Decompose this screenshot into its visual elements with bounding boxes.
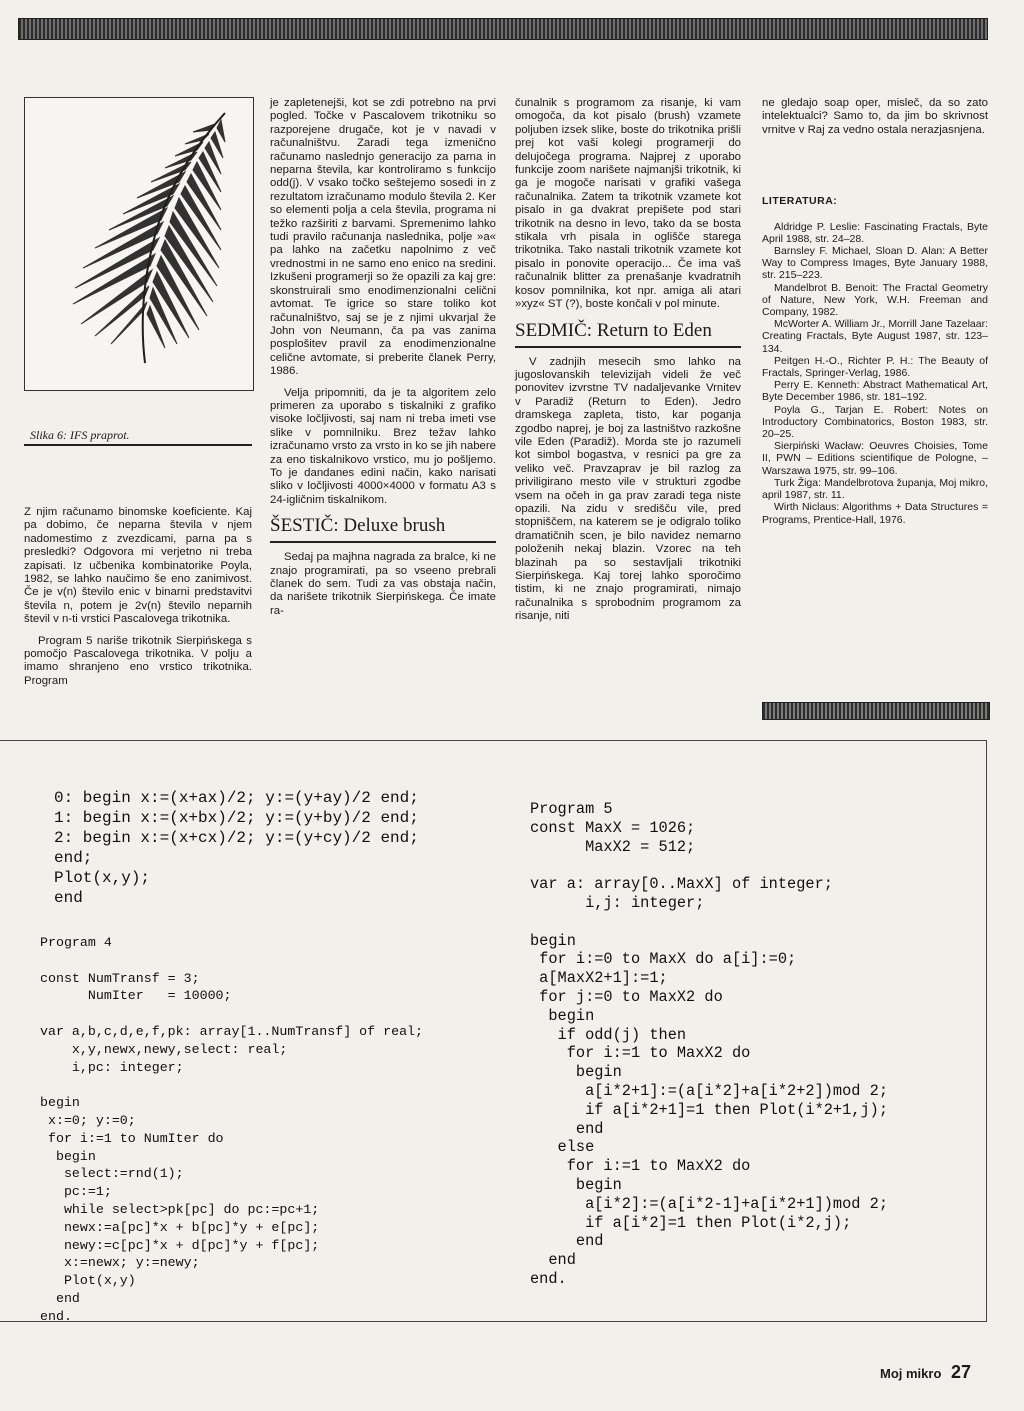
- col1-paragraph-2: Program 5 nariše trikotnik Sierpińskega s pomočjo Pascalovega trikotnika. V polju a imamo shranjeno eno vrstico trikotnika. Program: [24, 634, 252, 687]
- reference-item: Barnsley F. Michael, Sloan D. Alan: A Better Way to Compress Images, Byte January 1988, str. 215–223.: [762, 245, 988, 282]
- column-1: [24, 506, 252, 696]
- col1-paragraph-1: Z njim računamo binomske koeficiente. Kaj pa dobimo, če neparna števila v njem nadomestimo z zvezdicami, parna pa s presledki? Odgovora mi verjetno ni treba zapisati. Iz učbenika kombinatorike Poyla, 1982, se lahko naučimo še eno zanimivost. Če je v(n) število enic v binarni predstavitvi števila n, potem je 2v(n) število neparnih števil v n-ti vrstici Pascalovega trikotnika.: [24, 506, 252, 626]
- figure-caption: Slika 6: IFS praprot.: [30, 428, 130, 442]
- col2-paragraph-3: Sedaj pa majhna nagrada za bralce, ki ne znajo programirati, pa so vseeno prebrali članek do sem. Tudi za vas obstaja način, da narišete trikotnik Sierpińskega. Če imate ra-: [270, 551, 496, 617]
- col4-paragraph-1: ne gledajo soap oper, misleč, da so zato intelektualci? Samo to, da jim bo skrivnost vrnitve v Raj za vedno ostala nerazjasnjena.: [762, 97, 988, 136]
- page-footer: [880, 1362, 971, 1383]
- section-heading-sestic: ŠESTIČ: Deluxe brush: [270, 515, 496, 543]
- column-4: [762, 97, 988, 526]
- reference-item: Mandelbrot B. Benoit: The Fractal Geometry of Nature, New York, W.H. Freeman and Company, 1982.: [762, 281, 988, 319]
- col3-paragraph-1: čunalnik s programom za risanje, ki vam omogoča, da kot pisalo (brush) vzamete poljuben izsek slike, boste do trikotnika prišli prej kot vaši kolegi programerji do delujočega programa. Najprej z uporabo funkcije zoom narišete najmanjši trikotnik, ki ga je mogoče narisati v grafiki vašega računalnika. Zatem ta trikotnik vzamete kot pisalo in ga dvakrat prepišete pod stari trikotnik na desno in levo, tako da se bosta stikala vrh pisala in oglišče starega trikotnika. Tako nastali trikotnik vzamete kot pisalo in ponovite operacijo... Če ima vaš računalnik blitter za prenašanje kvadratnih kosov pomnilnika, kot npr. amiga ali atari »xyz« ST (?), boste končali v pol minute.: [515, 97, 741, 311]
- reference-list: [762, 221, 988, 526]
- column-3: [515, 97, 741, 632]
- reference-item: Poyla G., Tarjan E. Robert: Notes on Introductory Combinatorics, Boston 1983, str. 20–25.: [762, 403, 988, 441]
- magazine-name: Moj mikro: [880, 1366, 942, 1381]
- column-2: [270, 97, 496, 626]
- reference-item: Wirth Niclaus: Algorithms + Data Structures = Programs, Prentice-Hall, 1976.: [762, 501, 988, 526]
- reference-item: McWorter A. William Jr., Morrill Jane Tazelaar: Creating Fractals, Byte August 1987, str. 123–134.: [762, 318, 988, 355]
- col2-paragraph-2: Velja pripomniti, da je ta algoritem zelo primeren za uporabo s tiskalniki z grafiko visoke ločljivosti, saj nam ni treba imeti vse slike v pomnilniku. Brez težav lahko izračunamo vrsto za vrsto in ko se jih nabere za eno tiskalnikovo vrstico, mu jo pošljemo. To je dandanes edini način, kako narisati sliko v ločljivosti 4000×4000 v formatu A3 s 24-igličnim tiskalnikom.: [270, 386, 496, 506]
- literature-title: LITERATURA:: [762, 195, 838, 208]
- reference-item: Perry E. Kenneth: Abstract Mathematical Art, Byte December 1986, str. 181–192.: [762, 379, 988, 404]
- code-program-5: Program 5 const MaxX = 1026; MaxX2 = 512; var a: array[0..MaxX] of integer; i,j: integer; begin for i:=0 to MaxX do a[i]:=0; a[MaxX2+1]:=1; for j:=0 to MaxX2 do begin if odd(j) then for i:=1 to MaxX2 do begin a[i*2+1]:=(a[i*2]+a[i*2+2])mod 2; if a[i*2+1]=1 then Plot(i*2+1,j); end else for i:=1 to MaxX2 do begin a[i*2]:=(a[i*2-1]+a[i*2+1])mod 2; if a[i*2]=1 then Plot(i*2,j); end end end.: [530, 800, 889, 1288]
- code-fragment-cases: 0: begin x:=(x+ax)/2; y:=(y+ay)/2 end; 1: begin x:=(x+bx)/2; y:=(y+by)/2 end; 2: begin x:=(x+cx)/2; y:=(y+cy)/2 end; end; Plot(x,y); end: [54, 789, 419, 907]
- reference-item: Turk Žiga: Mandelbrotova županja, Moj mikro, april 1987, str. 11.: [762, 476, 988, 502]
- reference-item: Aldridge P. Leslie: Fascinating Fractals, Byte April 1988, str. 24–28.: [762, 220, 988, 245]
- caption-rule: [24, 444, 252, 446]
- reference-item: Sierpiński Wacław: Oeuvres Choisies, Tome II, PWN – Editions scientifique de Pologne, – Warszawa 1975, str. 99–106.: [762, 440, 988, 477]
- section-heading-sedmic: SEDMIČ: Return to Eden: [515, 320, 741, 348]
- section-end-decorative-bar: [762, 702, 990, 720]
- ifs-fern-image: [25, 98, 253, 390]
- page-number: 27: [951, 1362, 972, 1382]
- col3-paragraph-2: V zadnjih mesecih smo lahko na jugoslovanskih televizijah videli že več ponovitev izvrstne TV nadaljevanke Vrnitev v Paradiž (Return to Eden). Jedro dramskega zapleta, tisto, kar poganja zgodbo naprej, je boj za lastništvo razkošne vile Eden (Paradiž). Morda ste jo razumeli kot simbol bogastva, v resnici pa gre za veliko več. Pravzaprav je bil razlog za priviligirano mesto vile v strukturi zgodbe vsem na očeh in ga prav zaradi tega niste opazili. Na zidu v središču vile, pred stopniščem, na katerem se je odigralo toliko dramatičnih scen, je bilo navidez nemarno položenih nekaj blazin. Vzorec na teh blazinah pa so sestavljali trikotniki Sierpińskega. Kaj torej lahko sporočimo tistim, ki ne znajo programirati, nimajo računalnika s sprobodnim programom za risanje, niti: [515, 355, 741, 623]
- reference-item: Peitgen H.-O., Richter P. H.: The Beauty of Fractals, Springer-Verlag, 1986.: [762, 354, 988, 380]
- header-decorative-bar: [18, 18, 988, 40]
- fern-figure: [24, 97, 254, 391]
- code-program-4: Program 4 const NumTransf = 3; NumIter = 10000; var a,b,c,d,e,f,pk: array[1..NumTransf] of real; x,y,newx,newy,select: real; i,pc: integer; begin x:=0; y:=0; for i:=1 to NumIter do begin select:=rnd(1); pc:=1; while select>pk[pc] do pc:=pc+1; newx:=a[pc]*x + b[pc]*y + e[pc]; newy:=c[pc]*x + d[pc]*y + f[pc]; x:=newx; y:=newy; Plot(x,y) end end.: [40, 935, 424, 1324]
- col2-paragraph-1: je zapletenejši, kot se zdi potrebno na prvi pogled. Točke v Pascalovem trikotniku so razporejene drugače, kot je v navadi v računalništvu. Zaradi tega izmenično računamo naslednjo generacijo za parna in neparna števila, kar kontroliramo s funkcijo odd(j). V vsako točko seštejemo sosedi in z rezultatom izračunamo modulo števila 2. Ker so elementi polja a cela števila, programa ni težko razširiti z barvami. Spremenimo lahko tudi pravilo računanja naslednika, polje »a« pa lahko na začetku napolnimo z več vrednostmi in ne samo eno enico na sredini. Izkušeni programerji so že opazili za kaj gre: skonstruirali smo enodimenzionalni celični avtomat. Te igrice so stare toliko kot računalništvo, saj se je z njimi ukvarjal že John von Neumann, ča pa vas zanima posplošitev pravil za enodimenzionalne celične avtomate, si preberite članek Perry, 1986.: [270, 97, 496, 378]
